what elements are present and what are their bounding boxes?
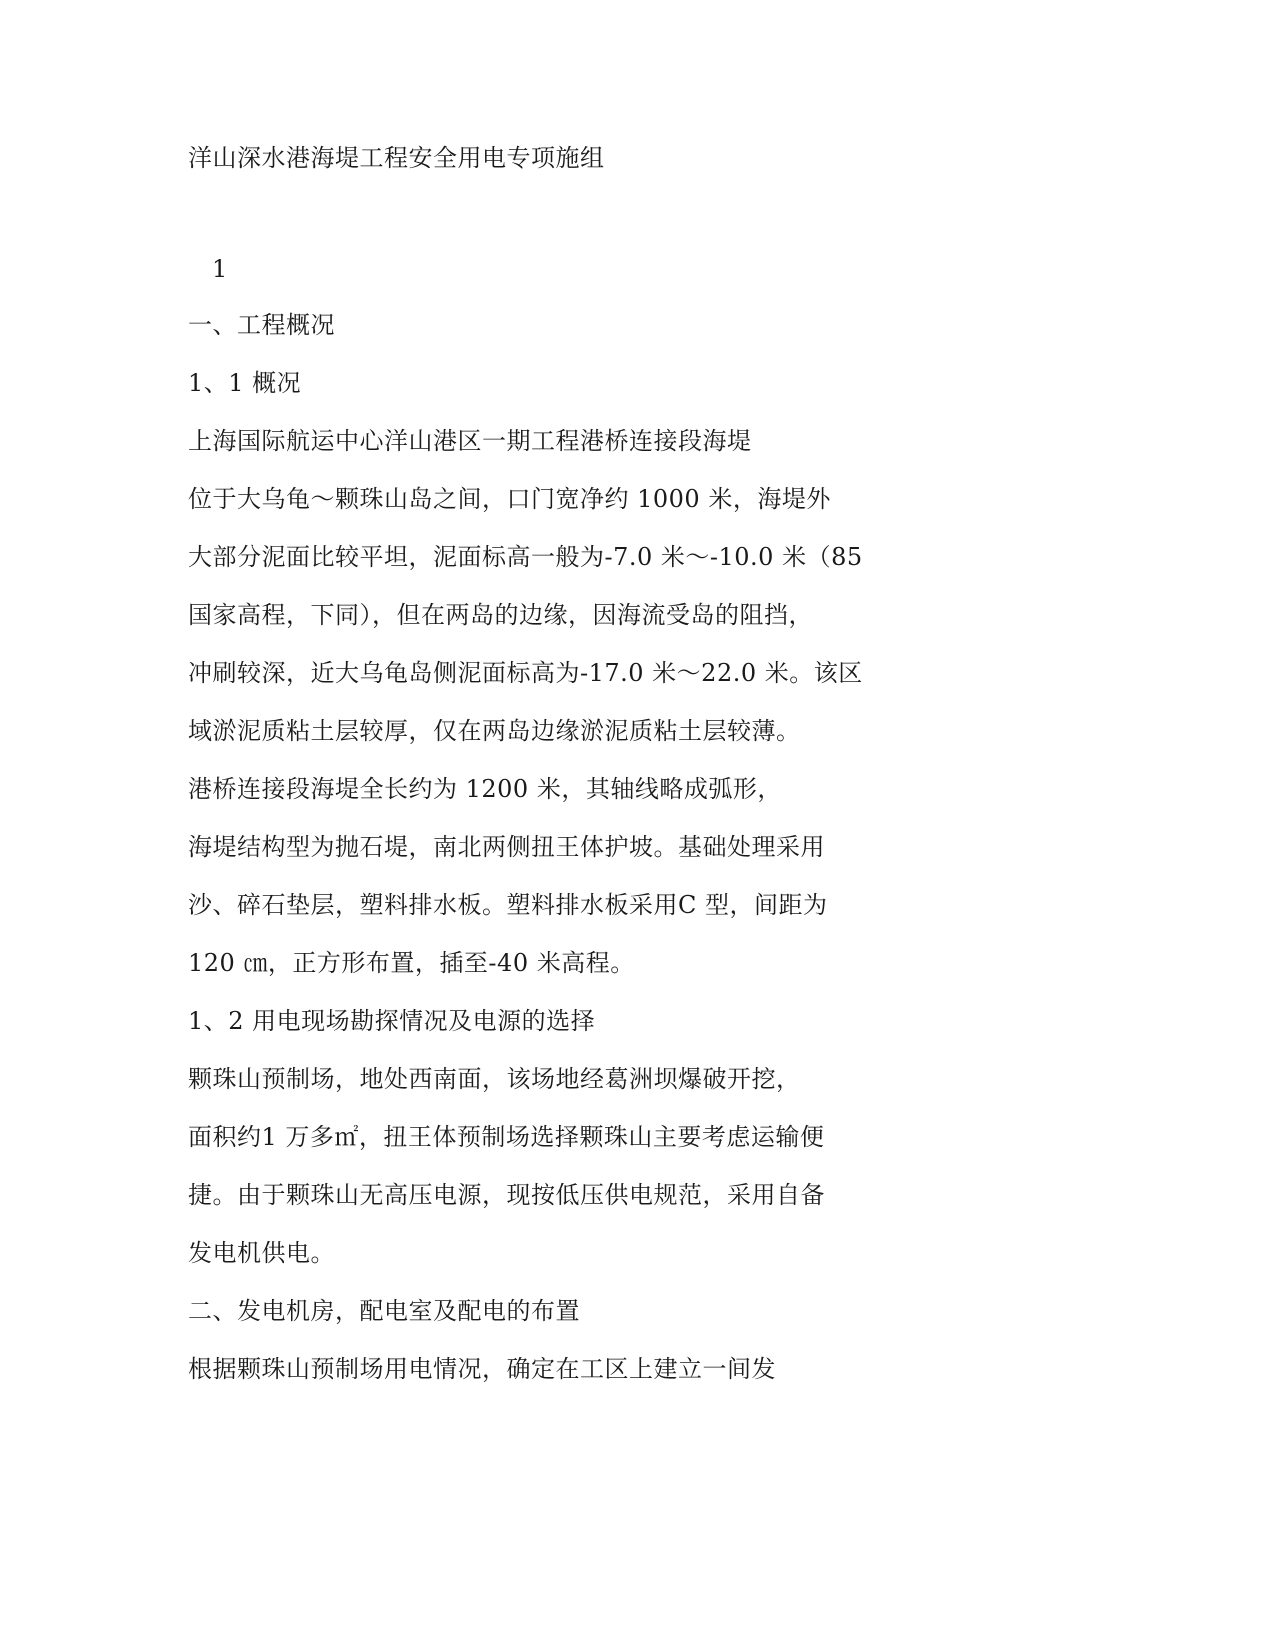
text-line: 位于大乌龟～颗珠山岛之间，口门宽净约 1000 米，海堤外 — [188, 485, 831, 513]
page-number: 1 — [212, 255, 228, 283]
section-heading-2: 二、发电机房，配电室及配电的布置 — [188, 1297, 580, 1325]
document-title: 洋山深水港海堤工程安全用电专项施组 — [188, 144, 605, 172]
text-line: 颗珠山预制场，地处西南面，该场地经葛洲坝爆破开挖， — [188, 1065, 801, 1093]
text-line: 国家高程，下同），但在两岛的边缘，因海流受岛的阻挡， — [188, 601, 813, 629]
subsection-heading-1-1: 1、1 概况 — [188, 369, 302, 397]
text-line: 根据颗珠山预制场用电情况，确定在工区上建立一间发 — [188, 1355, 776, 1383]
text-line: 冲刷较深，近大乌龟岛侧泥面标高为-17.0 米～22.0 米。该区 — [188, 659, 863, 687]
section-heading-1: 一、工程概况 — [188, 311, 335, 339]
text-line: 捷。由于颗珠山无高压电源，现按低压供电规范，采用自备 — [188, 1181, 825, 1209]
text-line: 大部分泥面比较平坦，泥面标高一般为-7.0 米～-10.0 米（85 — [188, 543, 863, 571]
text-line: 海堤结构型为抛石堤，南北两侧扭王体护坡。基础处理采用 — [188, 833, 825, 861]
text-line: 域淤泥质粘土层较厚，仅在两岛边缘淤泥质粘土层较薄。 — [188, 717, 801, 745]
text-line: 发电机供电。 — [188, 1239, 335, 1267]
text-line: 上海国际航运中心洋山港区一期工程港桥连接段海堤 — [188, 427, 752, 455]
subsection-heading-1-2: 1、2 用电现场勘探情况及电源的选择 — [188, 1007, 596, 1035]
text-line: 沙、碎石垫层，塑料排水板。塑料排水板采用C 型，间距为 — [188, 891, 828, 919]
text-line: 120 ㎝，正方形布置，插至-40 米高程。 — [188, 949, 635, 977]
text-line: 港桥连接段海堤全长约为 1200 米，其轴线略成弧形， — [188, 775, 782, 803]
text-line: 面积约1 万多㎡，扭王体预制场选择颗珠山主要考虑运输便 — [188, 1123, 825, 1151]
